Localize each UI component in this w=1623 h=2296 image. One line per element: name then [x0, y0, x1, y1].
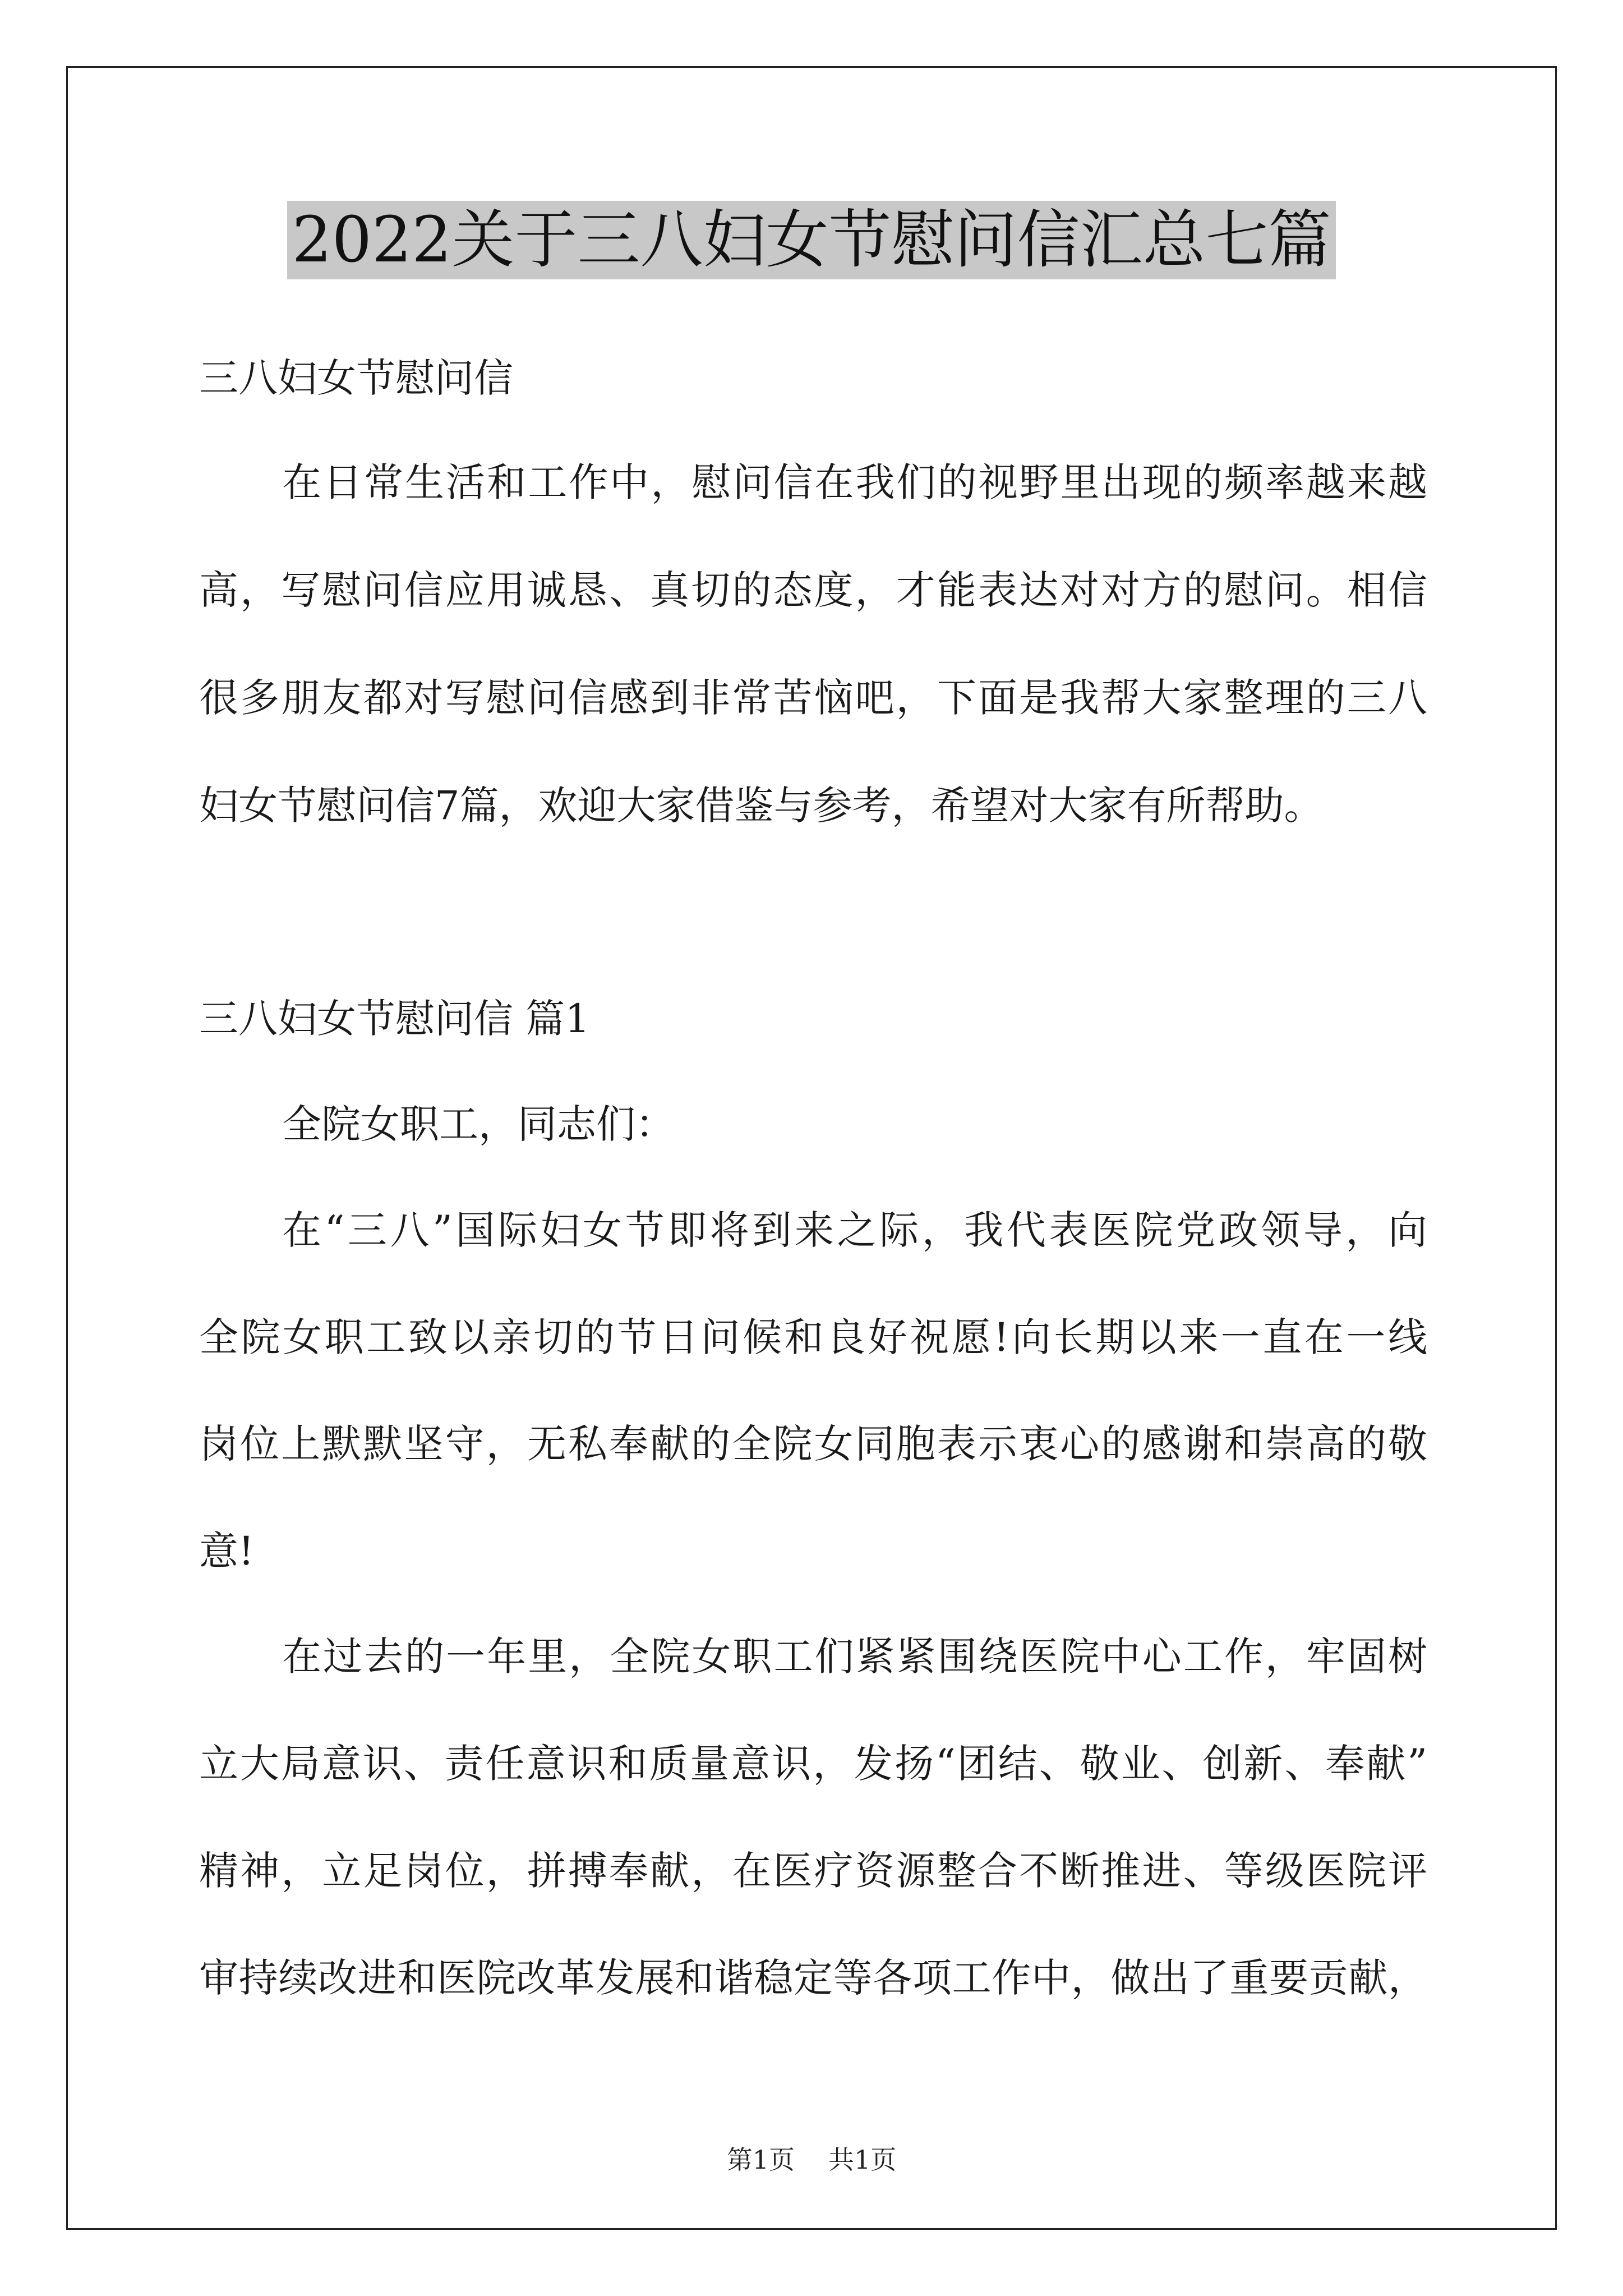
para2-line-1: 在过去的一年里，全院女职工们紧紧围绕医院中心工作，牢固树: [282, 1634, 1427, 1680]
page-total: 共1页: [828, 2145, 897, 2175]
page-number: 第1页: [726, 2145, 795, 2175]
article-heading: 三八妇女节慰问信 篇1: [199, 996, 590, 1042]
title-container: [0, 201, 1623, 279]
intro-line-4: 妇女节慰问信7篇，欢迎大家借鉴与参考，希望对大家有所帮助。: [199, 783, 1324, 829]
intro-line-3: 很多朋友都对写慰问信感到非常苦恼吧，下面是我帮大家整理的三八: [199, 675, 1427, 721]
document-title: 2022关于三八妇女节慰问信汇总七篇: [287, 201, 1335, 279]
page-footer: [0, 2143, 1623, 2177]
section-heading: 三八妇女节慰问信: [199, 355, 513, 401]
para1-line-4: 意!: [199, 1528, 255, 1574]
intro-line-2: 高，写慰问信应用诚恳、真切的态度，才能表达对对方的慰问。相信: [199, 567, 1427, 613]
para2-line-3: 精神，立足岗位，拼搏奉献，在医疗资源整合不断推进、等级医院评: [199, 1848, 1427, 1894]
para2-line-2: 立大局意识、责任意识和质量意识，发扬“团结、敬业、创新、奉献”: [199, 1741, 1427, 1787]
para2-line-4: 审持续改进和医院改革发展和谐稳定等各项工作中，做出了重要贡献，: [199, 1955, 1427, 2001]
para1-line-2: 全院女职工致以亲切的节日问候和良好祝愿!向长期以来一直在一线: [199, 1314, 1427, 1360]
salutation: 全院女职工，同志们：: [282, 1101, 675, 1147]
para1-line-1: 在“三八”国际妇女节即将到来之际，我代表医院党政领导，向: [282, 1207, 1427, 1253]
intro-line-1: 在日常生活和工作中，慰问信在我们的视野里出现的频率越来越: [282, 459, 1427, 505]
para1-line-3: 岗位上默默坚守，无私奉献的全院女同胞表示衷心的感谢和崇高的敬: [199, 1421, 1427, 1467]
